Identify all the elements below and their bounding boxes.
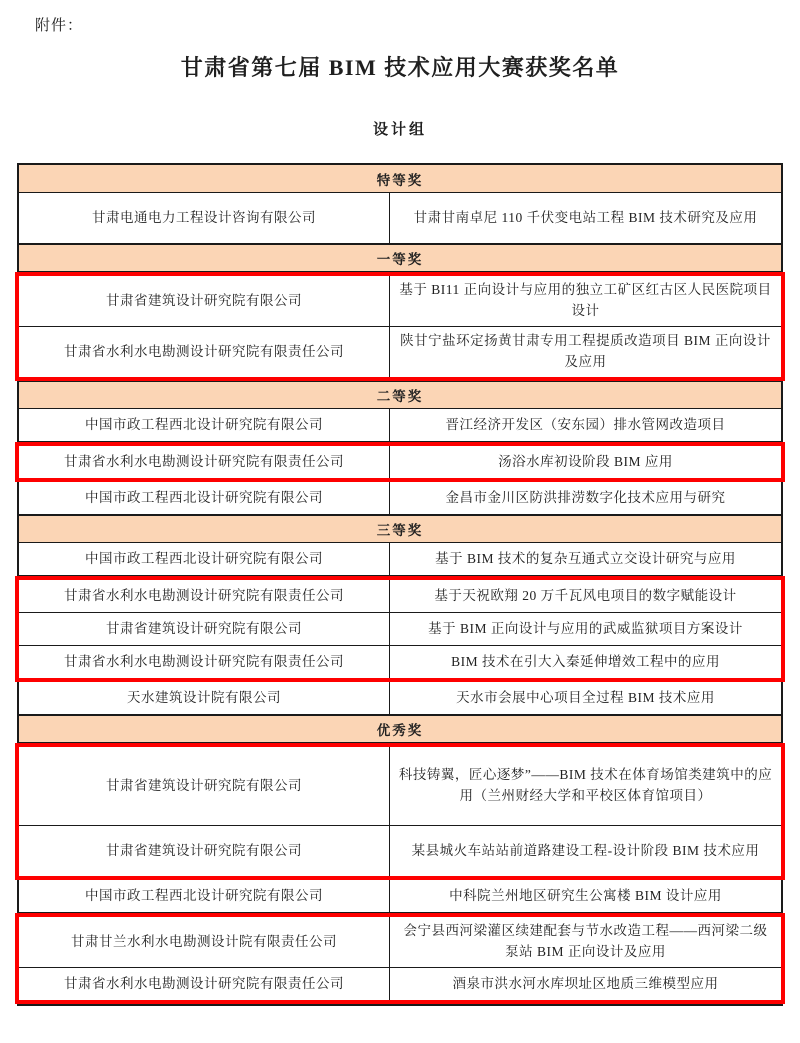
- company-cell: 中国市政工程西北设计研究院有限公司: [19, 880, 390, 912]
- project-cell: 基于 BIM 正向设计与应用的武威监狱项目方案设计: [428, 620, 743, 636]
- award-band-excellence-prize: 优秀奖: [19, 715, 781, 743]
- company-cell: 甘肃甘兰水利水电勘测设计院有限责任公司: [19, 917, 390, 967]
- table-row: [19, 327, 781, 377]
- company-cell: 中国市政工程西北设计研究院有限公司: [19, 409, 390, 441]
- company-cell: 甘肃省建筑设计研究院有限公司: [19, 613, 390, 645]
- company-cell: 甘肃省水利水电勘测设计研究院有限责任公司: [19, 327, 390, 377]
- project-cell: 陕甘宁盐环定扬黄甘肃专用工程提质改造项目 BIM 正向设计及应用: [400, 333, 771, 369]
- highlight-box: [15, 442, 785, 482]
- highlight-box: [15, 743, 785, 880]
- highlight-box: [15, 272, 785, 381]
- project-cell: 中科院兰州地区研究生公寓楼 BIM 设计应用: [449, 887, 722, 903]
- attachment-label: 附件：: [35, 18, 84, 34]
- awards-table: [17, 163, 783, 1006]
- company-cell: 甘肃省水利水电勘测设计研究院有限责任公司: [19, 580, 390, 612]
- project-cell: 基于 BIM 技术的复杂互通式立交设计研究与应用: [435, 550, 736, 566]
- company-cell: 甘肃省水利水电勘测设计研究院有限责任公司: [19, 446, 390, 478]
- table-row: [19, 543, 781, 576]
- company-cell: 天水建筑设计院有限公司: [19, 682, 390, 714]
- project-cell: BIM 技术在引大入秦延伸增效工程中的应用: [451, 653, 720, 669]
- table-row: [19, 826, 781, 876]
- project-cell: 甘肃甘南卓尼 110 千伏变电站工程 BIM 技术研究及应用: [413, 209, 758, 225]
- project-cell: 会宁县西河梁灌区续建配套与节水改造工程——西河梁二级泵站 BIM 正向设计及应用: [403, 923, 768, 959]
- company-cell: 甘肃省水利水电勘测设计研究院有限责任公司: [19, 646, 390, 678]
- table-row: [19, 968, 781, 1000]
- table-row: [19, 482, 781, 515]
- page-title: 甘肃省第七届 BIM 技术应用大赛获奖名单: [180, 55, 620, 80]
- table-row: [19, 917, 781, 968]
- table-row: [19, 880, 781, 913]
- project-cell: 酒泉市洪水河水库坝址区地质三维模型应用: [452, 975, 719, 991]
- project-cell: 天水市会展中心项目全过程 BIM 技术应用: [456, 689, 715, 705]
- table-row: [19, 409, 781, 442]
- highlight-box: [15, 913, 785, 1004]
- project-cell: 基于 BI11 正向设计与应用的独立工矿区红古区人民医院项目设计: [399, 282, 772, 318]
- highlight-box: [15, 576, 785, 682]
- table-row: [19, 682, 781, 715]
- group-heading: 设计组: [372, 122, 427, 138]
- table-row: [19, 613, 781, 646]
- project-cell: 汤浴水库初设阶段 BIM 应用: [498, 453, 673, 469]
- award-band-special-prize: 特等奖: [19, 165, 781, 193]
- project-cell: 晋江经济开发区（安东园）排水管网改造项目: [445, 416, 726, 432]
- table-row: [19, 747, 781, 826]
- company-cell: 甘肃省水利水电勘测设计研究院有限责任公司: [19, 968, 390, 1000]
- company-cell: 甘肃电通电力工程设计咨询有限公司: [19, 193, 390, 243]
- project-cell: 基于天祝欧翔 20 万千瓦风电项目的数字赋能设计: [434, 587, 737, 603]
- award-band-second-prize: 二等奖: [19, 381, 781, 409]
- company-cell: 甘肃省建筑设计研究院有限公司: [19, 826, 390, 876]
- table-row: [19, 193, 781, 244]
- company-cell: 中国市政工程西北设计研究院有限公司: [19, 482, 390, 514]
- company-cell: 甘肃省建筑设计研究院有限公司: [19, 276, 390, 326]
- project-cell: 某县城火车站站前道路建设工程-设计阶段 BIM 技术应用: [411, 842, 760, 858]
- project-cell: 科技铸翼，匠心逐梦”——BIM 技术在体育场馆类建筑中的应用（兰州财经大学和平校区体育馆项目）: [398, 767, 773, 803]
- project-cell: 金昌市金川区防洪排涝数字化技术应用与研究: [445, 489, 726, 505]
- table-row: [19, 276, 781, 327]
- table-row: [19, 446, 781, 478]
- table-row: [19, 646, 781, 678]
- award-band-third-prize: 三等奖: [19, 515, 781, 543]
- table-row: [19, 580, 781, 613]
- company-cell: 甘肃省建筑设计研究院有限公司: [19, 747, 390, 825]
- company-cell: 中国市政工程西北设计研究院有限公司: [19, 543, 390, 575]
- award-band-first-prize: 一等奖: [19, 244, 781, 272]
